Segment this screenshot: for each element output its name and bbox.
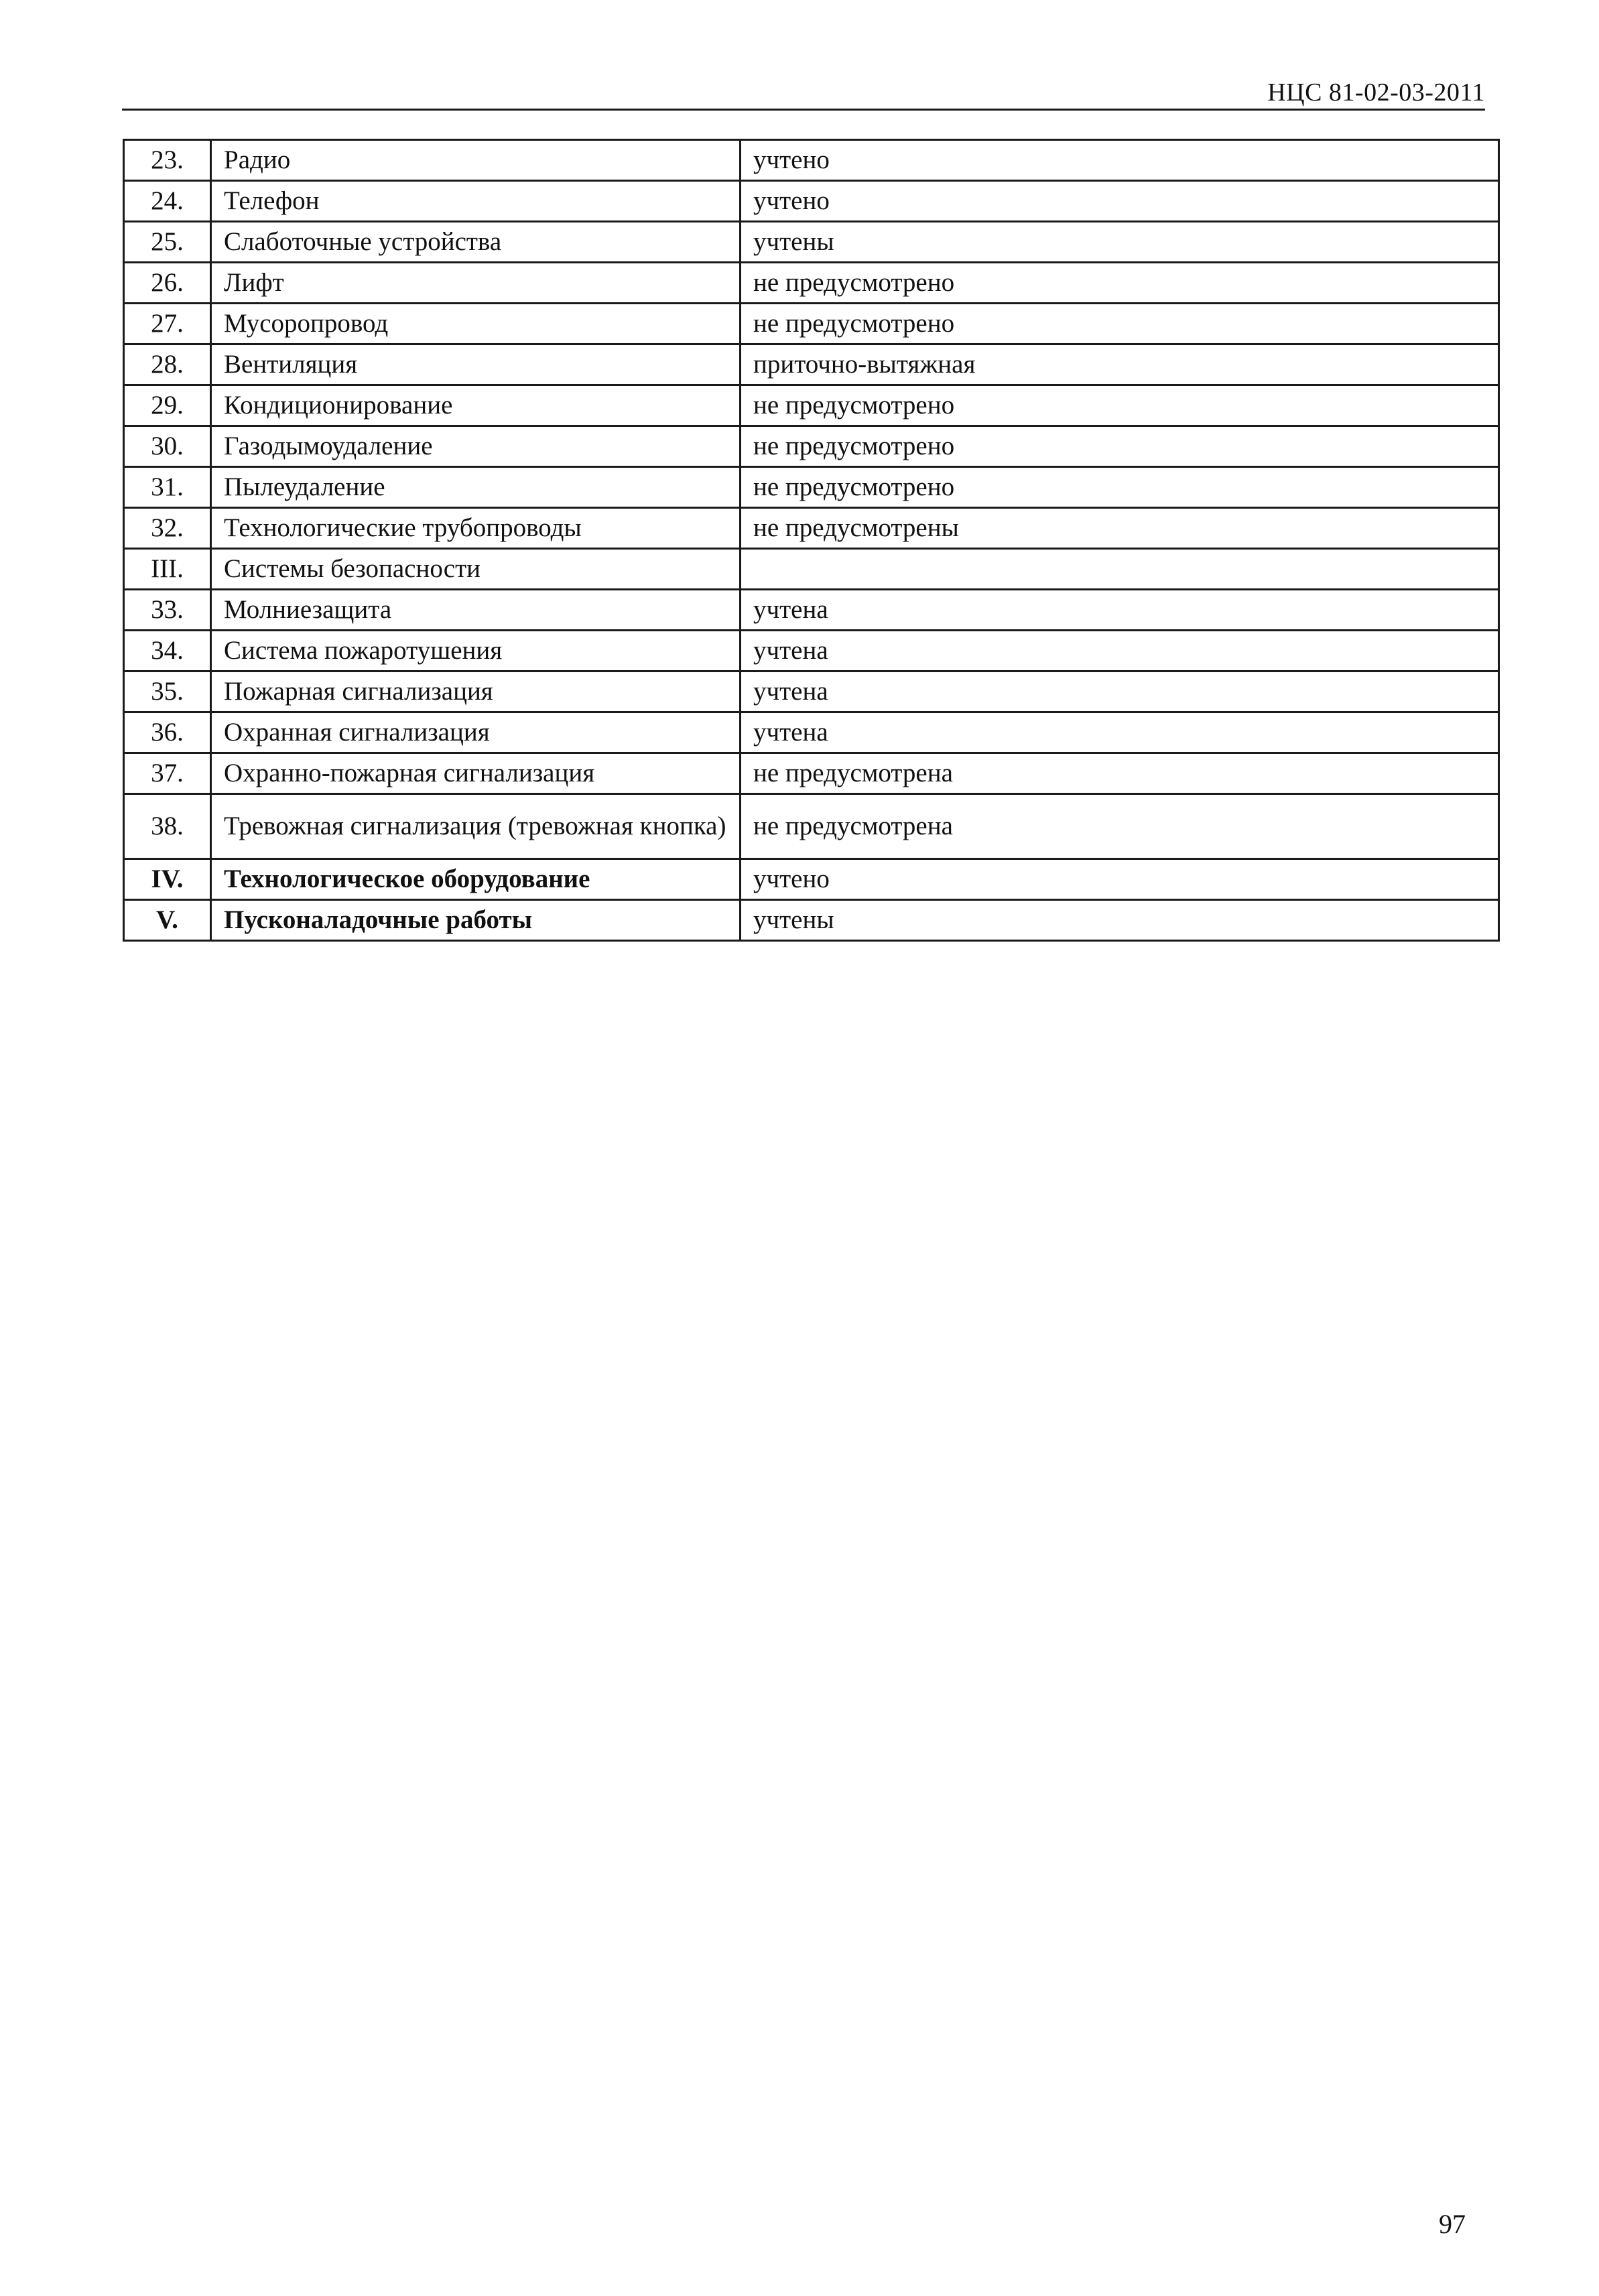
row-value: не предусмотрены bbox=[741, 508, 1499, 549]
table-section-row bbox=[124, 549, 1499, 590]
table-row bbox=[124, 467, 1499, 508]
row-value: не предусмотрено bbox=[741, 304, 1499, 344]
row-value: учтена bbox=[741, 712, 1499, 753]
row-number: V. bbox=[124, 900, 211, 941]
row-number: 31. bbox=[124, 467, 211, 508]
row-value: не предусмотрено bbox=[741, 263, 1499, 304]
table-row bbox=[124, 631, 1499, 672]
row-name: Охранная сигнализация bbox=[211, 712, 741, 753]
row-name: Пусконаладочные работы bbox=[211, 900, 741, 941]
row-number: 25. bbox=[124, 222, 211, 263]
table-row bbox=[124, 385, 1499, 426]
row-number: 34. bbox=[124, 631, 211, 672]
table-section-row bbox=[124, 859, 1499, 900]
table-row bbox=[124, 794, 1499, 859]
row-value: не предусмотрено bbox=[741, 385, 1499, 426]
row-value: учтена bbox=[741, 672, 1499, 712]
row-value: не предусмотрено bbox=[741, 426, 1499, 467]
row-value: приточно-вытяжная bbox=[741, 344, 1499, 385]
row-value bbox=[741, 549, 1499, 590]
row-value: не предусмотрена bbox=[741, 794, 1499, 859]
row-name: Кондиционирование bbox=[211, 385, 741, 426]
row-name: Охранно-пожарная сигнализация bbox=[211, 753, 741, 794]
row-name: Технологическое оборудование bbox=[211, 859, 741, 900]
row-number: 36. bbox=[124, 712, 211, 753]
row-number: 29. bbox=[124, 385, 211, 426]
row-name: Вентиляция bbox=[211, 344, 741, 385]
table-row bbox=[124, 344, 1499, 385]
row-name: Системы безопасности bbox=[211, 549, 741, 590]
row-number: III. bbox=[124, 549, 211, 590]
row-value: не предусмотрено bbox=[741, 467, 1499, 508]
row-name: Пожарная сигнализация bbox=[211, 672, 741, 712]
table-row bbox=[124, 590, 1499, 631]
row-name: Молниезащита bbox=[211, 590, 741, 631]
row-name: Радио bbox=[211, 140, 741, 181]
row-number: IV. bbox=[124, 859, 211, 900]
row-value: учтено bbox=[741, 140, 1499, 181]
row-value: учтено bbox=[741, 181, 1499, 222]
row-number: 33. bbox=[124, 590, 211, 631]
table-row bbox=[124, 426, 1499, 467]
row-number: 30. bbox=[124, 426, 211, 467]
row-value: учтена bbox=[741, 590, 1499, 631]
table-row bbox=[124, 508, 1499, 549]
document-code: НЦС 81-02-03-2011 bbox=[1267, 78, 1485, 107]
row-number: 38. bbox=[124, 794, 211, 859]
row-name: Телефон bbox=[211, 181, 741, 222]
row-name: Лифт bbox=[211, 263, 741, 304]
row-number: 28. bbox=[124, 344, 211, 385]
table-row bbox=[124, 672, 1499, 712]
row-name: Мусоропровод bbox=[211, 304, 741, 344]
page-header bbox=[122, 70, 1485, 111]
row-value: учтены bbox=[741, 900, 1499, 941]
table-row bbox=[124, 263, 1499, 304]
row-number: 37. bbox=[124, 753, 211, 794]
table-row bbox=[124, 753, 1499, 794]
row-value: учтено bbox=[741, 859, 1499, 900]
row-number: 26. bbox=[124, 263, 211, 304]
table-section-row bbox=[124, 900, 1499, 941]
table-row bbox=[124, 181, 1499, 222]
row-name: Газодымоудаление bbox=[211, 426, 741, 467]
row-value: не предусмотрена bbox=[741, 753, 1499, 794]
row-number: 27. bbox=[124, 304, 211, 344]
table-row bbox=[124, 222, 1499, 263]
row-name: Слаботочные устройства bbox=[211, 222, 741, 263]
specification-table bbox=[123, 139, 1500, 942]
row-number: 24. bbox=[124, 181, 211, 222]
table-row bbox=[124, 712, 1499, 753]
row-number: 32. bbox=[124, 508, 211, 549]
row-number: 23. bbox=[124, 140, 211, 181]
row-name: Система пожаротушения bbox=[211, 631, 741, 672]
page-number: 97 bbox=[1439, 2209, 1466, 2239]
row-value: учтена bbox=[741, 631, 1499, 672]
row-name: Пылеудаление bbox=[211, 467, 741, 508]
row-number: 35. bbox=[124, 672, 211, 712]
table-row bbox=[124, 304, 1499, 344]
table-row bbox=[124, 140, 1499, 181]
row-value: учтены bbox=[741, 222, 1499, 263]
row-name: Тревожная сигнализация (тревожная кнопка) bbox=[211, 794, 741, 859]
row-name: Технологические трубопроводы bbox=[211, 508, 741, 549]
